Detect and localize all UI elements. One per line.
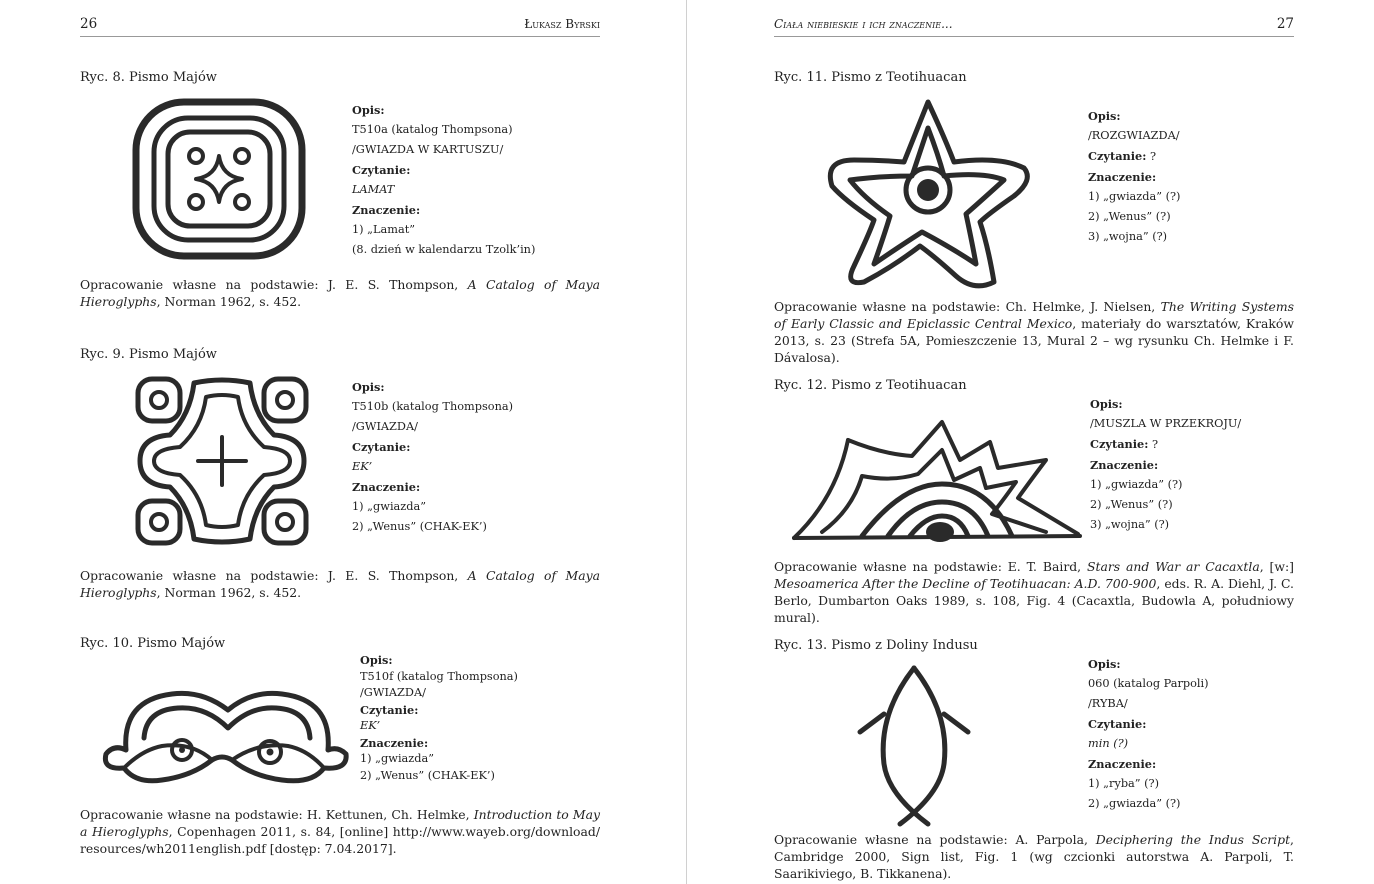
figure-9 bbox=[80, 347, 600, 607]
running-head: Łukasz Byrski bbox=[524, 17, 600, 31]
figure-description: Opis: T510b (katalog Thompsona) /GWIAZDA/ Czytanie: EK’ Znaczenie: 1) „gwiazda” 2) „Wenus” (CHAK-EK’) bbox=[352, 380, 513, 533]
figure-description: Opis: /MUSZLA W PRZEKROJU/ Czytanie: ? Znaczenie: 1) „gwiazda” (?) 2) „Wenus” (?) 3) „wojna” (?) bbox=[1090, 397, 1242, 531]
star-eyes-glyph bbox=[102, 680, 352, 788]
figure-11 bbox=[774, 70, 1295, 365]
figure-13 bbox=[774, 638, 1294, 881]
fish-glyph bbox=[854, 664, 974, 828]
figure-title: Ryc. 12. Pismo z Teotihuacan bbox=[774, 378, 967, 393]
running-head: Ciała niebieskie i ich znaczenie... bbox=[774, 17, 953, 31]
figure-title: Ryc. 13. Pismo z Doliny Indusu bbox=[774, 638, 978, 653]
shell-section-glyph bbox=[792, 418, 1082, 542]
figure-caption: Opracowanie własne na podstawie: H. Kettunen, Ch. Helmke, Introduction to Maya Hieroglyphs, Copenhagen 2011, s. 84, [online] http://www.wayeb.org/download/resources/wh2011english.pdf [dostęp: 7.04.2017]. bbox=[80, 807, 600, 856]
figure-10 bbox=[80, 636, 600, 866]
figure-caption: Opracowanie własne na podstawie: Ch. Helmke, J. Nielsen, The Writing Systems of Early Classic and Epiclassic Central Mexico, materiały do warsztatów, Kraków 2013, s. 23 (Strefa 5A, Pomieszczenie 13, Mural 2 – wg rysunku Ch. Helmke i F. Dávalosa). bbox=[774, 299, 1295, 365]
figure-caption: Opracowanie własne na podstawie: E. T. Baird, Stars and War ar Cacaxtla, [w:] Mesoamerica After the Decline of Teotihuacan: A.D. 700-900, eds. R. A. Diehl, J. C. Berlo, Dumbarton Oaks 1989, s. 108, Fig. 4 (Cacaxtla, Budowla A, południowy mural). bbox=[774, 559, 1294, 625]
figure-12 bbox=[774, 378, 1294, 625]
figure-description: Opis: /ROZGWIAZDA/ Czytanie: ? Znaczenie: 1) „gwiazda” (?) 2) „Wenus” (?) 3) „wojna” (?) bbox=[1088, 109, 1181, 243]
left-page bbox=[80, 0, 600, 884]
page-number: 27 bbox=[1276, 16, 1294, 32]
figure-title: Ryc. 11. Pismo z Teotihuacan bbox=[774, 70, 967, 85]
figure-caption: Opracowanie własne na podstawie: J. E. S. Thompson, A Catalog of Maya Hieroglyphs, Norman 1962, s. 452. bbox=[80, 568, 600, 600]
figure-description: Opis: T510a (katalog Thompsona) /GWIAZDA W KARTUSZU/ Czytanie: LAMAT Znaczenie: 1) „Lamat” (8. dzień w kalendarzu Tzolk’in) bbox=[352, 103, 536, 256]
figure-title: Ryc. 9. Pismo Majów bbox=[80, 347, 217, 362]
star-in-cartouche-glyph bbox=[130, 96, 310, 264]
page-number: 26 bbox=[80, 16, 98, 32]
figure-description: Opis: 060 (katalog Parpoli) /RYBA/ Czytanie: min (?) Znaczenie: 1) „ryba” (?) 2) „gwiazda” (?) bbox=[1088, 657, 1209, 810]
figure-title: Ryc. 8. Pismo Majów bbox=[80, 70, 217, 85]
right-page bbox=[774, 0, 1294, 884]
page-gutter bbox=[686, 0, 687, 884]
figure-title: Ryc. 10. Pismo Majów bbox=[80, 636, 226, 651]
starfish-glyph bbox=[824, 96, 1034, 292]
figure-caption: Opracowanie własne na podstawie: J. E. S. Thompson, A Catalog of Maya Hieroglyphs, Norman 1962, s. 452. bbox=[80, 277, 600, 309]
left-page-header bbox=[80, 16, 600, 37]
right-page-header bbox=[774, 16, 1294, 37]
figure-caption: Opracowanie własne na podstawie: A. Parpola, Deciphering the Indus Script, Cambridge 2000, Sign list, Fig. 1 (wg czcionki autorstwa A. Parpoli, T. Saarikiviego, B. Tikkanena). bbox=[774, 832, 1294, 881]
figure-description: Opis: T510f (katalog Thompsona) /GWIAZDA/ Czytanie: EK’ Znaczenie: 1) „gwiazda” 2) „Wenus” (CHAK-EK’) bbox=[360, 653, 518, 782]
figure-8 bbox=[80, 70, 600, 310]
star-cross-glyph bbox=[134, 375, 310, 547]
